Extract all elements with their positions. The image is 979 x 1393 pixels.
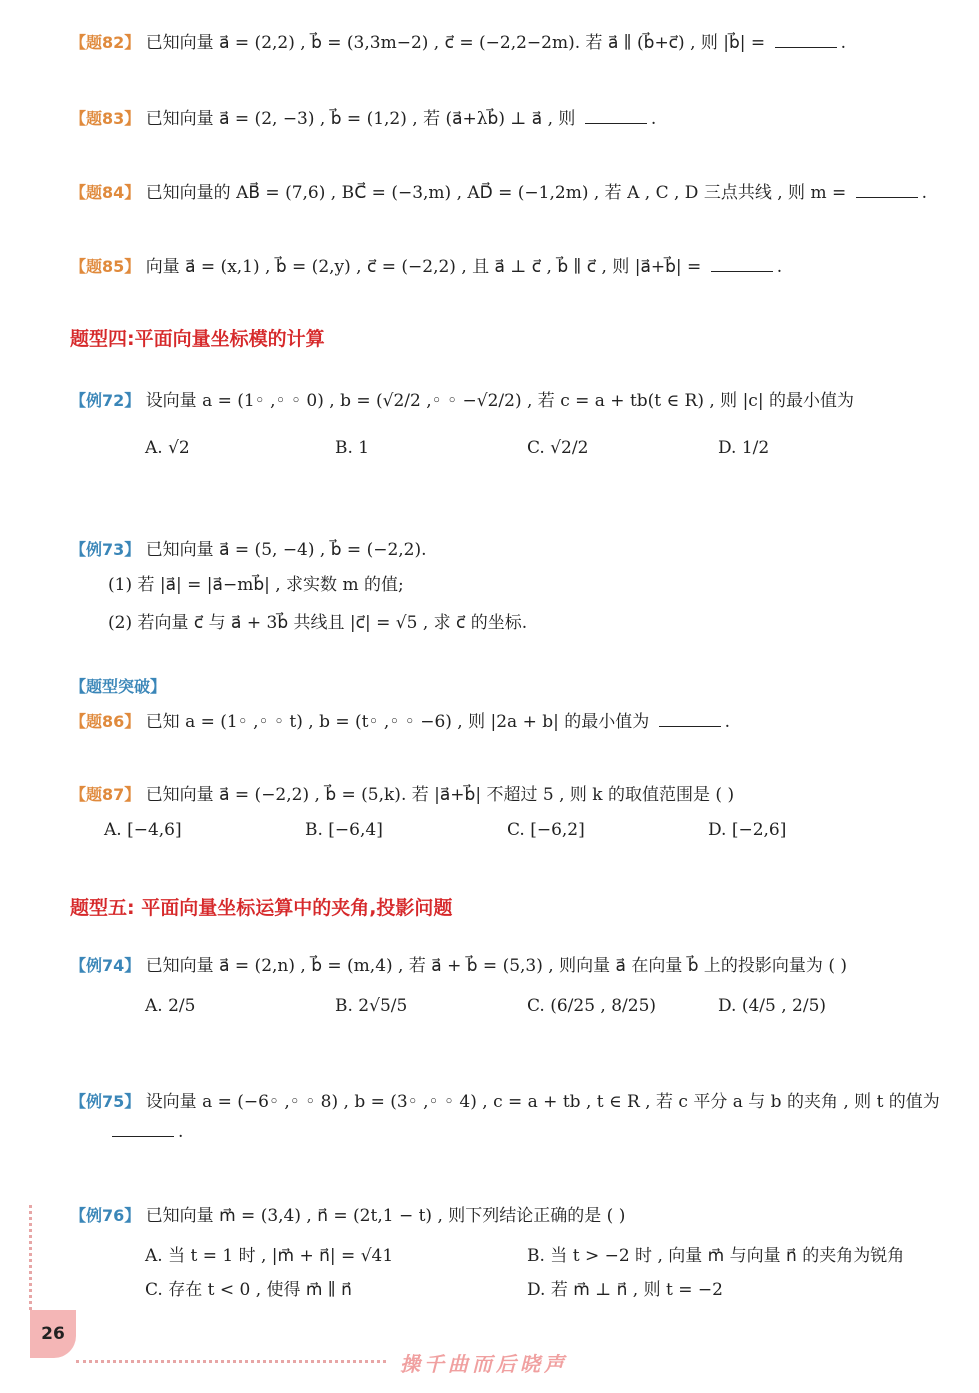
question-tag: 【题87】	[70, 785, 141, 804]
question-text: 已知向量 a⃗ = (2,2) , b⃗ = (3,3m−2) , c⃗ = (−2,2−2m). 若 a⃗ ∥ (b⃗+c⃗) , 则 |b⃗| =	[145, 33, 766, 53]
option-a: A. √2	[145, 438, 190, 458]
example-text: 设向量 a = (1◦ ,◦ ◦ 0) , b = (√2/2 ,◦ ◦ −√2/2) , 若 c = a + tb(t ∈ R) , 则 |c| 的最小值为	[145, 391, 854, 411]
breakthrough-heading: 【题型突破】	[70, 677, 167, 696]
example-75-answer	[108, 1122, 183, 1142]
option-d: D. 若 m⃗ ⊥ n⃗ , 则 t = −2	[527, 1280, 723, 1300]
answer-blank	[112, 1135, 174, 1137]
option-d: D. [−2,6]	[708, 820, 787, 840]
option-c: C. (6/25 , 8/25)	[527, 996, 657, 1016]
example-72	[70, 386, 854, 411]
footer-slogan: 操千曲而后晓声	[400, 1352, 568, 1376]
option-d: D. (4/5 , 2/5)	[718, 996, 827, 1016]
question-tag: 【题85】	[70, 257, 141, 276]
question-tag: 【题83】	[70, 109, 141, 128]
question-end: .	[650, 109, 657, 129]
question-82	[70, 28, 846, 53]
example-tag: 【例74】	[70, 956, 141, 975]
question-84	[70, 178, 927, 203]
option-d: D. 1/2	[718, 438, 770, 458]
question-83	[70, 104, 656, 129]
question-text: 已知向量的 AB⃗ = (7,6) , BC⃗ = (−3,m) , AD⃗ = (−1,2m) , 若 A , C , D 三点共线 , 则 m =	[145, 183, 847, 203]
question-tag: 【题82】	[70, 33, 141, 52]
question-tag: 【题84】	[70, 183, 141, 202]
answer-blank	[711, 270, 773, 272]
example-tag: 【例75】	[70, 1092, 141, 1111]
option-c: C. 存在 t < 0 , 使得 m⃗ ∥ n⃗	[145, 1280, 352, 1300]
example-74	[70, 951, 847, 976]
section-title-5: 题型五: 平面向量坐标运算中的夹角,投影问题	[70, 897, 453, 919]
question-text: 已知向量 a⃗ = (2, −3) , b⃗ = (1,2) , 若 (a⃗+λb⃗) ⊥ a⃗ , 则	[145, 109, 576, 129]
answer-blank	[585, 122, 647, 124]
question-end: .	[724, 712, 731, 732]
example-tag: 【例72】	[70, 391, 141, 410]
question-text: 向量 a⃗ = (x,1) , b⃗ = (2,y) , c⃗ = (−2,2) , 且 a⃗ ⊥ c⃗ , b⃗ ∥ c⃗ , 则 |a⃗+b⃗| =	[145, 257, 702, 277]
answer-blank	[775, 46, 837, 48]
example-text: 已知向量 m⃗ = (3,4) , n⃗ = (2t,1 − t) , 则下列结论正确的是 ( )	[145, 1206, 626, 1226]
question-end: .	[921, 183, 928, 203]
option-b: B. 1	[335, 438, 370, 458]
example-73-part-2: (2) 若向量 c⃗ 与 a⃗ + 3b⃗ 共线且 |c⃗| = √5 , 求 c⃗ 的坐标.	[108, 613, 528, 633]
example-75	[70, 1087, 940, 1112]
example-tag: 【例76】	[70, 1206, 141, 1225]
answer-blank	[659, 725, 721, 727]
option-b: B. [−6,4]	[305, 820, 383, 840]
question-text: 已知向量 a⃗ = (−2,2) , b⃗ = (5,k). 若 |a⃗+b⃗| 不超过 5 , 则 k 的取值范围是 ( )	[145, 785, 735, 805]
option-a: A. 当 t = 1 时 , |m⃗ + n⃗| = √41	[145, 1246, 394, 1266]
option-c: C. √2/2	[527, 438, 589, 458]
section-title-4: 题型四:平面向量坐标模的计算	[70, 328, 325, 350]
option-a: A. 2/5	[145, 996, 196, 1016]
option-a: A. [−4,6]	[104, 820, 182, 840]
example-tag: 【例73】	[70, 540, 141, 559]
question-87	[70, 780, 734, 805]
example-text: 已知向量 a⃗ = (2,n) , b⃗ = (m,4) , 若 a⃗ + b⃗ = (5,3) , 则向量 a⃗ 在向量 b⃗ 上的投影向量为 ( )	[145, 956, 847, 976]
example-76	[70, 1201, 625, 1226]
example-73-part-1: (1) 若 |a⃗| = |a⃗−mb⃗| , 求实数 m 的值;	[108, 575, 404, 595]
question-tag: 【题86】	[70, 712, 141, 731]
option-b: B. 当 t > −2 时 , 向量 m⃗ 与向量 n⃗ 的夹角为锐角	[527, 1246, 905, 1266]
page-number: 26	[30, 1310, 76, 1358]
question-end: .	[776, 257, 783, 277]
example-73	[70, 535, 427, 560]
decorative-dotted-line-vertical	[29, 1205, 32, 1310]
option-b: B. 2√5/5	[335, 996, 408, 1016]
example-text: 设向量 a = (−6◦ ,◦ ◦ 8) , b = (3◦ ,◦ ◦ 4) , c = a + tb , t ∈ R , 若 c 平分 a 与 b 的夹角 , 则 t 的值为	[145, 1092, 940, 1112]
example-text: 已知向量 a⃗ = (5, −4) , b⃗ = (−2,2).	[145, 540, 427, 560]
decorative-dotted-line-horizontal	[76, 1360, 386, 1363]
question-86	[70, 707, 730, 732]
answer-blank	[856, 196, 918, 198]
question-85	[70, 252, 782, 277]
example-end: .	[178, 1122, 184, 1142]
question-end: .	[840, 33, 846, 53]
question-text: 已知 a = (1◦ ,◦ ◦ t) , b = (t◦ ,◦ ◦ −6) , 则 |2a + b| 的最小值为	[145, 712, 650, 732]
option-c: C. [−6,2]	[507, 820, 585, 840]
